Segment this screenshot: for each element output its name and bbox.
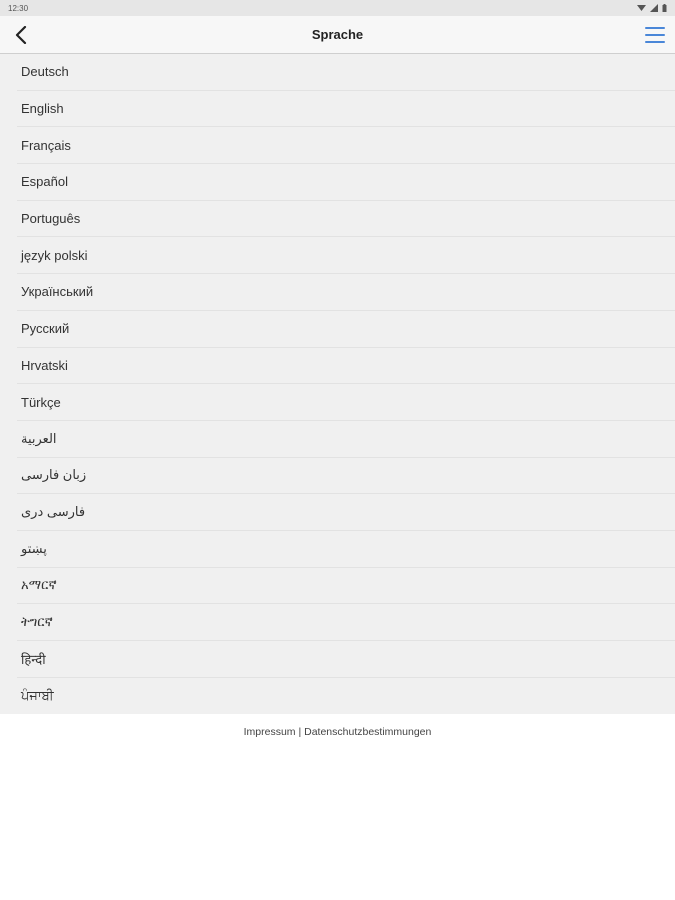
language-item-turkce[interactable]: Türkçe xyxy=(17,384,675,421)
menu-button[interactable] xyxy=(645,27,665,43)
language-item-portugues[interactable]: Português xyxy=(17,201,675,238)
language-item-dari[interactable]: فارسی دری xyxy=(17,494,675,531)
language-item-hrvatski[interactable]: Hrvatski xyxy=(17,348,675,385)
impressum-link[interactable]: Impressum xyxy=(243,726,296,738)
language-item-arabic[interactable]: العربية xyxy=(17,421,675,458)
language-item-tigrinya[interactable]: ትግርኛ xyxy=(17,604,675,641)
language-item-english[interactable]: English xyxy=(17,91,675,128)
privacy-link[interactable]: Datenschutzbestimmungen xyxy=(304,726,432,738)
language-item-deutsch[interactable]: Deutsch xyxy=(17,54,675,91)
language-item-punjabi[interactable]: ਪੰਜਾਬੀ xyxy=(21,688,54,704)
status-bar xyxy=(0,0,675,16)
language-item-francais[interactable]: Français xyxy=(17,127,675,164)
battery-icon xyxy=(662,4,667,12)
footer xyxy=(0,726,675,738)
language-item-amharic[interactable]: አማርኛ xyxy=(17,568,675,605)
wifi-icon xyxy=(637,4,646,12)
status-time: 12:30 xyxy=(8,3,29,13)
footer-separator: | xyxy=(298,726,302,738)
app-header xyxy=(0,16,675,54)
language-item-ukrainian[interactable]: Український xyxy=(17,274,675,311)
language-item-farsi[interactable]: زبان فارسی xyxy=(17,458,675,495)
hamburger-menu-icon xyxy=(645,27,665,29)
language-list xyxy=(0,54,675,714)
language-item-espanol[interactable]: Español xyxy=(17,164,675,201)
language-item-polski[interactable]: język polski xyxy=(17,237,675,274)
signal-icon xyxy=(650,4,658,12)
hamburger-line xyxy=(645,34,665,36)
language-item-pashto[interactable]: پښتو xyxy=(17,531,675,568)
status-icons xyxy=(637,4,667,12)
hamburger-line xyxy=(645,41,665,43)
language-item-russian[interactable]: Русский xyxy=(17,311,675,348)
page-title: Sprache xyxy=(311,27,364,42)
language-item-hindi[interactable]: हिन्दी xyxy=(17,641,675,678)
